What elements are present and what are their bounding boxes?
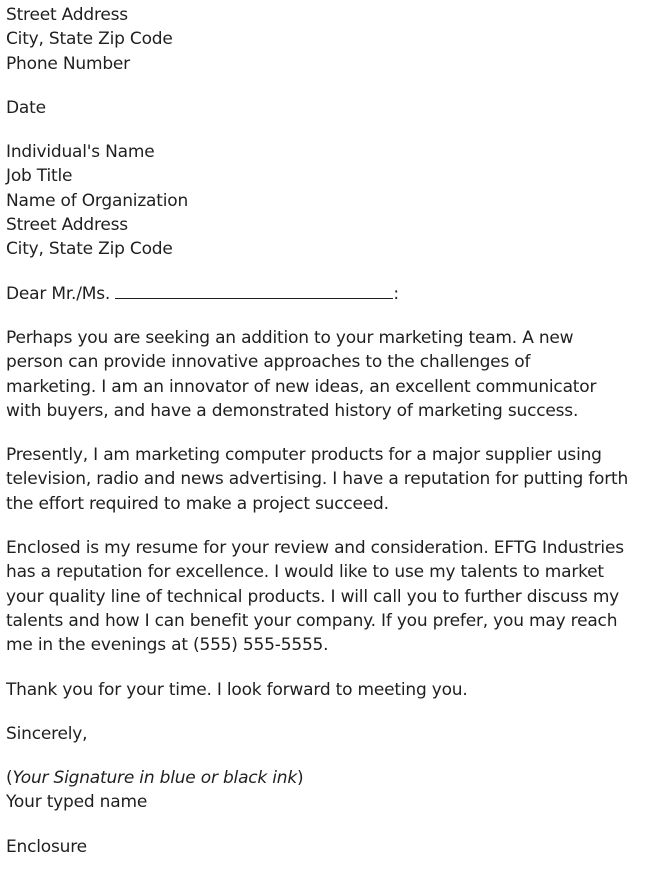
paragraph-line: Presently, I am marketing computer products for a major supplier using — [6, 445, 602, 466]
closing-block — [6, 722, 646, 746]
letter-date: Date — [6, 97, 46, 118]
recipient-organization: Name of Organization — [6, 190, 189, 211]
paragraph-line: Thank you for your time. I look forward to meeting you. — [6, 679, 468, 700]
signature-open-paren: ( — [6, 768, 13, 789]
closing: Sincerely, — [6, 723, 88, 744]
paragraph-2 — [6, 443, 646, 516]
paragraph-line: me in the evenings at (555) 555-5555. — [6, 635, 329, 656]
paragraph-line: Perhaps you are seeking an addition to your marketing team. A new — [6, 327, 574, 348]
recipient-street: Street Address — [6, 215, 128, 236]
sender-city: City, State Zip Code — [6, 29, 173, 50]
paragraph-1 — [6, 326, 646, 423]
signature-note: Your Signature in blue or black ink — [12, 768, 298, 789]
paragraph-line: has a reputation for excellence. I would like to use my talents to market — [6, 562, 604, 583]
enclosure-block — [6, 835, 646, 859]
paragraph-line: person can provide innovative approaches to the challenges of — [6, 352, 531, 373]
salutation — [6, 282, 646, 306]
paragraph-line: the effort required to make a project succeed. — [6, 493, 389, 514]
signature-close-paren: ) — [297, 768, 304, 789]
paragraph-4 — [6, 678, 646, 702]
typed-name: Your typed name — [6, 792, 148, 813]
paragraph-line: your quality line of technical products. I will call you to further discuss my — [6, 586, 620, 607]
sender-phone: Phone Number — [6, 53, 130, 74]
recipient-address — [6, 140, 646, 261]
signature-line — [6, 766, 646, 790]
paragraph-line: Enclosed is my resume for your review and consideration. EFTG Industries — [6, 538, 624, 559]
salutation-prefix: Dear Mr./Ms. — [6, 283, 116, 304]
paragraph-line: with buyers, and have a demonstrated history of marketing success. — [6, 400, 579, 421]
recipient-title: Job Title — [6, 166, 73, 187]
recipient-city: City, State Zip Code — [6, 239, 173, 260]
name-blank-line — [115, 283, 393, 299]
sender-address — [6, 3, 646, 76]
paragraph-line: talents and how I can benefit your company. If you prefer, you may reach — [6, 610, 618, 631]
recipient-name: Individual's Name — [6, 142, 155, 163]
cover-letter — [6, 3, 646, 879]
paragraph-3 — [6, 536, 646, 657]
signature-block — [6, 766, 646, 815]
enclosure: Enclosure — [6, 836, 87, 857]
date-block — [6, 96, 646, 120]
paragraph-line: television, radio and news advertising. I have a reputation for putting forth — [6, 469, 629, 490]
salutation-colon: : — [393, 283, 399, 304]
paragraph-line: marketing. I am an innovator of new ideas, an excellent communicator — [6, 376, 597, 397]
sender-street: Street Address — [6, 5, 128, 25]
